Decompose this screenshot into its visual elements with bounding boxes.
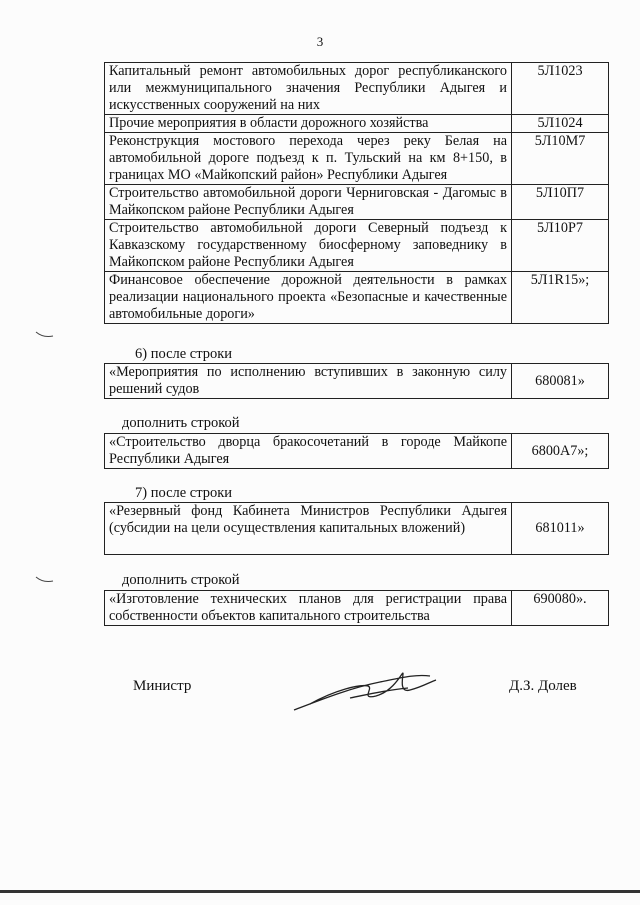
row-code: 5Л1023 xyxy=(512,63,609,115)
page-number: 3 xyxy=(316,34,324,49)
row-name: Строительство автомобильной дороги Северный подъезд к Кавказскому государственному биосферному заповеднику в Майкопском районе Республики Адыгея xyxy=(105,220,512,272)
item-6-add-table xyxy=(104,433,609,469)
signature-scribble xyxy=(290,660,440,720)
row-code: 5Л10П7 xyxy=(512,185,609,220)
table-row xyxy=(105,272,609,324)
row-code: 680081» xyxy=(512,364,609,399)
table-row xyxy=(105,503,609,555)
item-6-table xyxy=(104,363,609,399)
item-6-heading: 6) после строки xyxy=(135,346,233,362)
margin-mark xyxy=(35,575,55,585)
row-name: Прочие мероприятия в области дорожного хозяйства xyxy=(105,115,512,133)
row-name: «Резервный фонд Кабинета Министров Республики Адыгея (субсидии на цели осуществления капитальных вложений) xyxy=(105,503,512,555)
table-row xyxy=(105,220,609,272)
row-name: Реконструкция мостового перехода через реку Белая на автомобильной дороге подъезд к п. Тульский на км 8+150, в границах МО «Майкопский район» Республики Адыгея xyxy=(105,133,512,185)
table-row xyxy=(105,364,609,399)
row-code: 681011» xyxy=(512,503,609,555)
table-row xyxy=(105,434,609,469)
row-code: 5Л10М7 xyxy=(512,133,609,185)
row-code: 5Л1R15»; xyxy=(512,272,609,324)
row-code: 6800А7»; xyxy=(512,434,609,469)
table-row xyxy=(105,63,609,115)
row-name: «Мероприятия по исполнению вступивших в законную силу решений судов xyxy=(105,364,512,399)
item-7-heading: 7) после строки xyxy=(135,485,233,501)
item-6-add-label: дополнить строкой xyxy=(122,415,240,431)
table-row xyxy=(105,185,609,220)
row-code: 5Л10Р7 xyxy=(512,220,609,272)
item-7-add-table xyxy=(104,590,609,626)
row-name: Капитальный ремонт автомобильных дорог республиканского или межмуниципального значения Республики Адыгея и искусственных сооружений на них xyxy=(105,63,512,115)
table-row xyxy=(105,115,609,133)
signatory-name: Д.З. Долев xyxy=(509,678,577,694)
row-name: Строительство автомобильной дороги Черниговская - Дагомыс в Майкопском районе Республики Адыгея xyxy=(105,185,512,220)
table-row xyxy=(105,591,609,626)
item-7-add-label: дополнить строкой xyxy=(122,572,240,588)
budget-codes-table xyxy=(104,62,609,324)
item-7-table xyxy=(104,502,609,555)
row-code: 690080». xyxy=(512,591,609,626)
row-name: Финансовое обеспечение дорожной деятельности в рамках реализации национального проекта «Безопасные и качественные автомобильные дороги» xyxy=(105,272,512,324)
signatory-title: Министр xyxy=(133,678,192,694)
scan-edge xyxy=(0,890,640,893)
margin-mark xyxy=(35,330,55,340)
row-code: 5Л1024 xyxy=(512,115,609,133)
row-name: «Строительство дворца бракосочетаний в городе Майкопе Республики Адыгея xyxy=(105,434,512,469)
row-name: «Изготовление технических планов для регистрации права собственности объектов капитального строительства xyxy=(105,591,512,626)
table-body xyxy=(105,63,609,324)
table-row xyxy=(105,133,609,185)
